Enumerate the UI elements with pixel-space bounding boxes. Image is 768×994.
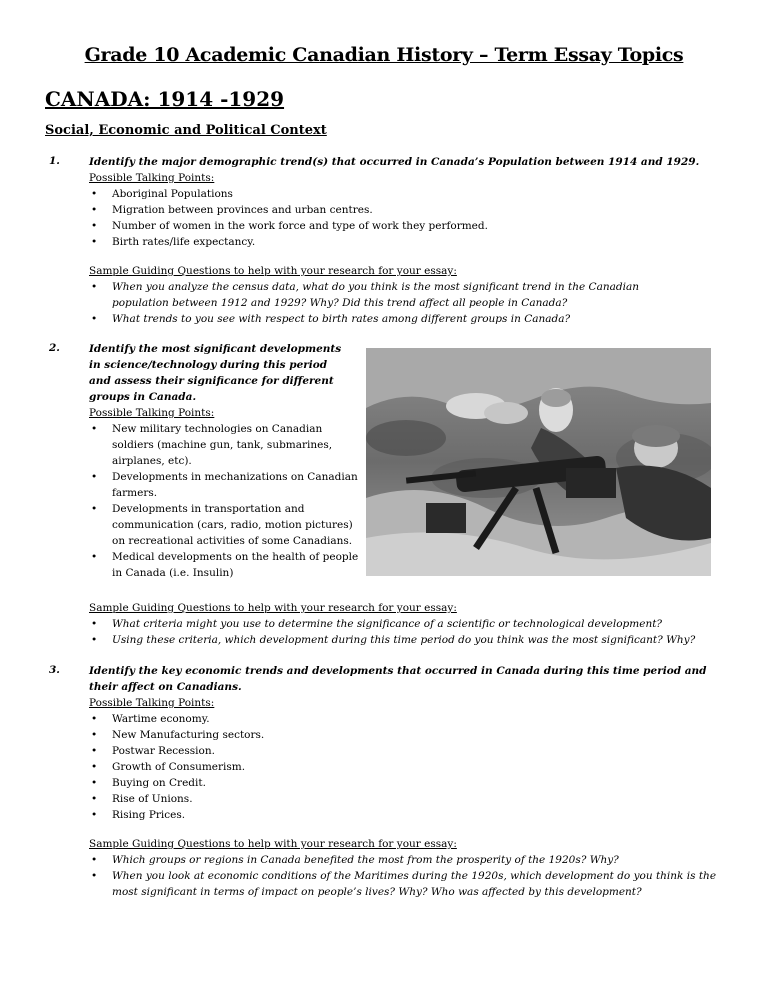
question-3-text: Identify the key economic trends and developments that occurred in Canada during this time period and their affect on Canadians. bbox=[89, 665, 707, 693]
question-2-points-label: Possible Talking Points: bbox=[89, 407, 215, 419]
list-item: • Medical developments on the health of people in Canada (i.e. Insulin) bbox=[89, 549, 359, 581]
list-item: • Developments in mechanizations on Canadian farmers. bbox=[89, 469, 359, 501]
question-2-number: 2. bbox=[49, 342, 60, 354]
list-item: • Birth rates/life expectancy. bbox=[89, 234, 689, 250]
list-item: • Migration between provinces and urban centres. bbox=[89, 202, 689, 218]
question-2-guiding-list bbox=[89, 616, 729, 648]
list-item: • Rise of Unions. bbox=[89, 791, 689, 807]
machine-gun-soldiers-photo bbox=[366, 348, 711, 576]
list-item: • Postwar Recession. bbox=[89, 743, 689, 759]
question-1-guiding-label: Sample Guiding Questions to help with your research for your essay: bbox=[89, 265, 457, 277]
list-item: • New Manufacturing sectors. bbox=[89, 727, 689, 743]
list-item: • Developments in transportation and communication (cars, radio, motion pictures) on recreational activities of some Canadians. bbox=[89, 501, 359, 549]
list-item: • Aboriginal Populations bbox=[89, 186, 689, 202]
question-1-text: Identify the major demographic trend(s) that occurred in Canada’s Population between 1914 and 1929. bbox=[89, 156, 700, 168]
question-1-points-label: Possible Talking Points: bbox=[89, 172, 215, 184]
list-item: • New military technologies on Canadian soldiers (machine gun, tank, submarines, airplanes, etc). bbox=[89, 421, 359, 469]
list-item: • Buying on Credit. bbox=[89, 775, 689, 791]
question-1-number: 1. bbox=[49, 155, 60, 167]
question-2-text: Identify the most significant developments in science/technology during this period and assess their significance for different groups in Canada. bbox=[89, 343, 342, 403]
question-3-guiding-label: Sample Guiding Questions to help with your research for your essay: bbox=[89, 838, 457, 850]
list-item: • What criteria might you use to determine the significance of a scientific or technological development? bbox=[89, 616, 729, 632]
list-item: • Number of women in the work force and type of work they performed. bbox=[89, 218, 689, 234]
list-item: • Rising Prices. bbox=[89, 807, 689, 823]
list-item: • When you analyze the census data, what do you think is the most significant trend in the Canadian population between 1912 and 1929? Why? Did this trend affect all people in Canada? bbox=[89, 279, 699, 311]
question-1-guiding-list bbox=[89, 279, 699, 327]
question-2-points-list bbox=[89, 421, 359, 581]
question-1-points-list bbox=[89, 186, 689, 250]
question-3-number: 3. bbox=[49, 664, 60, 676]
list-item: • What trends to you see with respect to birth rates among different groups in Canada? bbox=[89, 311, 699, 327]
question-3-guiding-list bbox=[89, 852, 719, 900]
list-item: • Wartime economy. bbox=[89, 711, 689, 727]
question-2-guiding-label: Sample Guiding Questions to help with your research for your essay: bbox=[89, 602, 457, 614]
question-3-points-label: Possible Talking Points: bbox=[89, 697, 215, 709]
question-3-points-list bbox=[89, 711, 689, 823]
list-item: • Which groups or regions in Canada benefited the most from the prosperity of the 1920s? Why? bbox=[89, 852, 719, 868]
page-subtitle: CANADA: 1914 -1929 bbox=[45, 87, 285, 111]
list-item: • Using these criteria, which development during this time period do you think was the most significant? Why? bbox=[89, 632, 729, 648]
list-item: • When you look at economic conditions of the Maritimes during the 1920s, which development do you think is the most significant in terms of impact on people’s lives? Why? Who was affected by this development? bbox=[89, 868, 719, 900]
section-heading: Social, Economic and Political Context bbox=[45, 123, 327, 138]
list-item: • Growth of Consumerism. bbox=[89, 759, 689, 775]
page-title: Grade 10 Academic Canadian History – Term Essay Topics bbox=[84, 44, 684, 66]
